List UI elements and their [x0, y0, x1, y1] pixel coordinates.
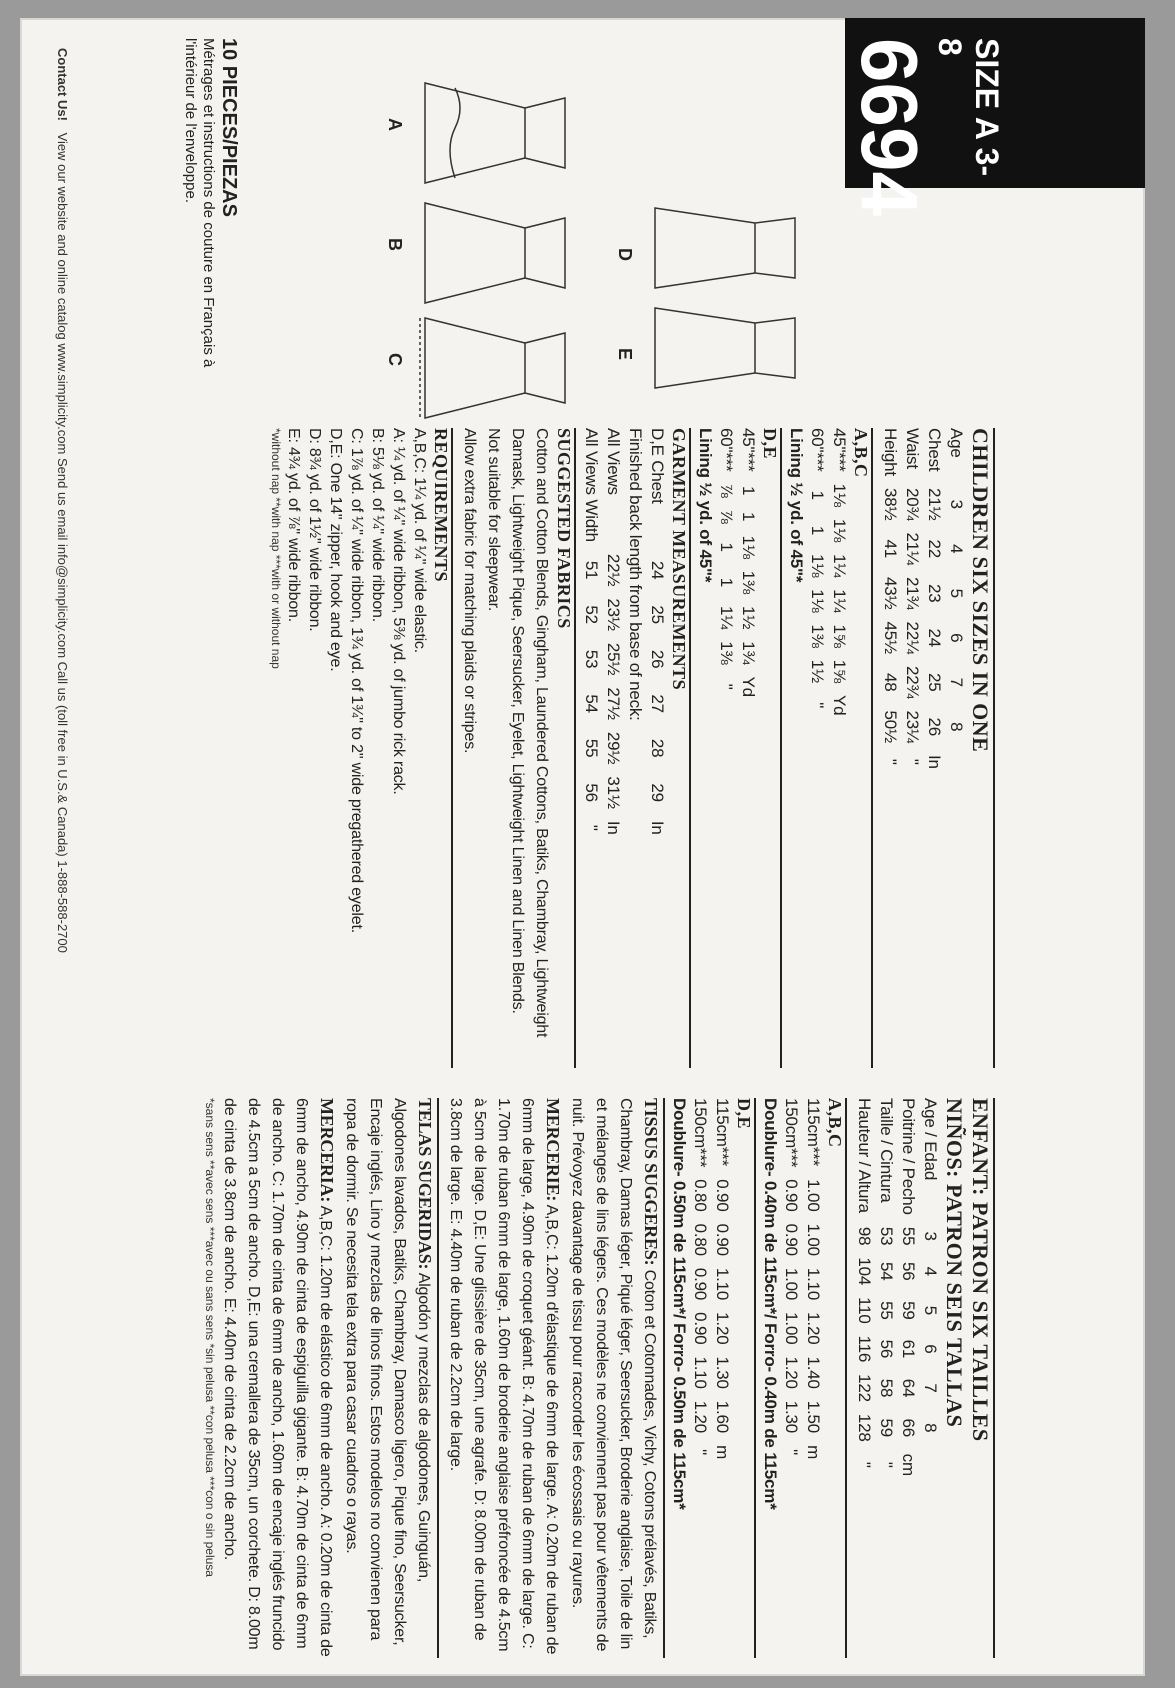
- cell: 1¼: [717, 606, 736, 630]
- sizes-row: [919, 1098, 941, 1482]
- cell: 59: [877, 1418, 896, 1438]
- cell: Poitrine / Pecho: [899, 1098, 918, 1215]
- cell: 58: [877, 1378, 896, 1398]
- cell: 1.00: [804, 1223, 823, 1256]
- list-item: D,E: One 14" zipper, hook and eye.: [327, 428, 344, 672]
- metric-de-yardage: [689, 1098, 733, 1465]
- cell: 31½: [604, 776, 623, 809]
- view-b-label: B: [385, 238, 405, 251]
- cell: 0.90: [782, 1223, 801, 1256]
- cell: Chest: [925, 428, 944, 472]
- cell: 22½: [604, 553, 623, 587]
- telas-paragraph: [339, 1098, 437, 1658]
- cell: Taille / Cintura: [877, 1098, 896, 1203]
- cell: 116: [855, 1335, 874, 1363]
- list-item: B: 5⅛ yd. of ¼" wide ribbon.: [369, 428, 386, 622]
- cell: 1: [739, 485, 758, 496]
- cell: ": [582, 824, 601, 831]
- cell: 0.80: [691, 1223, 710, 1256]
- cell: 22: [925, 539, 944, 558]
- cell: 1⅛: [830, 518, 849, 543]
- table-row: [624, 428, 646, 841]
- metric-abc-lining: Doublure- 0.40m de 115cm*/ Forro- 0.40m de 115cm*: [761, 1098, 780, 1510]
- cell: 26: [925, 717, 944, 736]
- cell: All Views Width: [582, 428, 601, 542]
- contact-text: View our website and online catalog www.simplicity.com Send us email info@simplicity.com Call us (toll free in U.S.& Canada) 1-888-588-2700: [55, 132, 70, 953]
- cell: 50½: [881, 710, 900, 743]
- cell: 43½: [881, 576, 900, 610]
- fabrics-note-plaids: Allow extra fabric for matching plaids or stripes.: [461, 428, 478, 754]
- cell: 7: [921, 1383, 940, 1393]
- cell: 53: [582, 649, 601, 669]
- cell: 1.30: [782, 1400, 801, 1434]
- fabrics-title: SUGGESTED FABRICS: [554, 428, 574, 629]
- cell: [919, 1448, 941, 1482]
- cell: 27: [648, 694, 667, 713]
- size-label: SIZE A 3-8: [932, 38, 1005, 177]
- cell: 25: [648, 605, 667, 624]
- garment-measurements: [580, 428, 668, 841]
- cell: All Views: [604, 428, 623, 495]
- cell: ": [903, 758, 922, 765]
- cell: 1⅛: [808, 589, 827, 613]
- table-row: [923, 428, 945, 775]
- cell: 5: [921, 1305, 940, 1315]
- cell: 1¼: [830, 554, 849, 578]
- cell: 48: [881, 672, 900, 692]
- french-title: ENFANT: PATRON SIX TAILLES: [967, 1098, 995, 1658]
- cell: 53: [877, 1226, 896, 1246]
- cell: 24: [648, 560, 667, 580]
- cell: 6: [947, 633, 966, 643]
- cell: 1¼: [830, 589, 849, 613]
- cell: 1.20: [713, 1312, 732, 1345]
- cell: 45"***: [830, 428, 849, 472]
- cell: 7: [947, 677, 966, 687]
- metric-de-lining: Doublure- 0.50m de 115cm*/ Forro- 0.50m de 115cm*: [670, 1098, 689, 1510]
- cell: 41: [881, 539, 900, 558]
- tissus-text: Coton et Cotonnades, Vichy, Cotons prélavés, Batiks, Chambray, Damas léger, Piqué léger, Seersucker, Broderie anglaise, Toile de lin et mélanges de lins légers. Ces modèles ne conviennent pas pour vêtements de nuit. Prévoyez davantage de tissu pour raccorder les écossais ou rayures.: [569, 1098, 658, 1652]
- cell: 1.00: [804, 1179, 823, 1212]
- fabrics-note-sleepwear: Not suitable for sleepwear.: [485, 428, 502, 612]
- cell: ": [855, 1461, 874, 1468]
- tissus-paragraph: [565, 1098, 663, 1658]
- cell: 20¾: [903, 487, 922, 521]
- cell: 56: [899, 1261, 918, 1281]
- requirements-list: [283, 428, 430, 1068]
- cell: 1¾: [739, 641, 758, 665]
- cell: 1.20: [804, 1312, 823, 1345]
- dress-b-skirt: [425, 203, 525, 303]
- cell: 54: [582, 694, 601, 713]
- dress-d-bodice: [755, 218, 795, 278]
- cell: 26: [648, 649, 667, 669]
- merceria-paragraph: [217, 1098, 339, 1658]
- table-row: [602, 428, 624, 841]
- list-item: D: 8¾ yd. of 1½" wide ribbon.: [306, 428, 323, 632]
- abc-lining: Lining ½ yd. of 45"*: [787, 428, 806, 583]
- cell: ": [877, 1461, 896, 1468]
- cell: 1.00: [782, 1312, 801, 1345]
- cell: [945, 749, 967, 775]
- cell: 1: [739, 511, 758, 522]
- abc-heading: A,B,C: [851, 428, 871, 478]
- metric-abc-heading: A,B,C: [825, 1098, 845, 1148]
- cell: 59: [899, 1301, 918, 1320]
- cell: 28: [648, 738, 667, 758]
- list-item: E: 4¾ yd. of ⅞" wide ribbon.: [285, 428, 302, 622]
- cell: 1⅛: [808, 554, 827, 578]
- telas-title: TELAS SUGERIDAS:: [415, 1098, 435, 1270]
- cell: Waist: [903, 428, 922, 469]
- english-body-measurements: [879, 428, 967, 775]
- cell: 22¼: [903, 621, 922, 654]
- metric-abc-yardage: [780, 1098, 824, 1465]
- sizes-row: [945, 428, 967, 775]
- cell: 150cm***: [691, 1098, 710, 1168]
- table-row: [901, 428, 923, 775]
- spanish-title: NIÑOS: PATRON SEIS TALLAS: [942, 1098, 967, 1428]
- cell: 1.30: [713, 1356, 732, 1389]
- dress-a-skirt: [425, 83, 525, 183]
- cell: 29: [648, 783, 667, 802]
- cell: 150cm***: [782, 1098, 801, 1168]
- table-row: [715, 428, 737, 703]
- cell: 1⅛: [739, 535, 758, 559]
- tissus-title: TISSUS SUGGERES:: [641, 1098, 661, 1266]
- cell: 1.10: [691, 1356, 710, 1389]
- view-a-label: A: [385, 118, 405, 131]
- cell: 51: [582, 560, 601, 580]
- cell: 1.40: [804, 1356, 823, 1389]
- table-row: [711, 1098, 733, 1465]
- english-footnote: *without nap **with nap ***with or without nap: [269, 428, 283, 669]
- cell: 4: [947, 544, 966, 554]
- list-item: C: 1⅞ yd. of ¼" wide ribbon, 1¾ yd. of 1¾" to 2" wide pregathered eyelet.: [348, 428, 365, 933]
- metric-de-heading: D,E: [734, 1098, 754, 1130]
- abc-yardage: [806, 428, 850, 721]
- cell: 128: [855, 1413, 874, 1442]
- list-item: A: ¼ yd. of ¼" wide ribbon, 5⅜ yd. of jumbo rick rack.: [390, 428, 407, 795]
- table-row: [828, 428, 850, 721]
- cell: 1.20: [691, 1400, 710, 1434]
- cell: 23: [925, 583, 944, 603]
- cell: 21¼: [903, 532, 922, 565]
- table-row: [875, 1098, 897, 1482]
- cell: Hauteur / Altura: [855, 1098, 874, 1213]
- view-c-label: C: [385, 353, 405, 366]
- cell: 115cm***: [804, 1098, 823, 1167]
- pattern-number-block: [845, 18, 1145, 216]
- french-spanish-section: [203, 1098, 995, 1658]
- cell: Height: [881, 428, 900, 476]
- dress-d-skirt: [655, 208, 755, 288]
- cell: 25½: [604, 642, 623, 676]
- cell: 1.50: [804, 1400, 823, 1434]
- table-row: [853, 1098, 875, 1482]
- fabrics-text: Cotton and Cotton Blends, Gingham, Laundered Cottons, Batiks, Chambray, Lightweight Damask, Lightweight Pique, Seersucker, Eyelet, Lightweight Linen and Linen Blends.: [509, 428, 550, 1038]
- cell: 98: [855, 1226, 874, 1246]
- pattern-number: 6694: [845, 38, 934, 216]
- cell: m: [713, 1445, 732, 1460]
- cell: 25: [925, 672, 944, 692]
- cell: 0.90: [713, 1179, 732, 1212]
- dress-a-bodice: [525, 98, 565, 168]
- cell: 60"***: [808, 428, 827, 472]
- cell: 8: [921, 1423, 940, 1433]
- cell: 1: [717, 542, 736, 552]
- contact-heading: Contact Us!: [55, 48, 70, 121]
- french-footnote: *sans sens **avec sens ***avec ou sans sens *sin pelusa **con pelusa ***con o sin pelusa: [203, 1098, 217, 1577]
- dress-illustrations-de: [615, 198, 815, 398]
- pattern-envelope-back: [20, 18, 1145, 1676]
- cell: 29½: [604, 731, 623, 765]
- cell: 55: [582, 738, 601, 758]
- cell: 56: [582, 783, 601, 802]
- cell: ": [782, 1449, 801, 1455]
- cell: 1.60: [713, 1400, 732, 1434]
- cell: 104: [855, 1257, 874, 1286]
- cell: 0.80: [691, 1179, 710, 1212]
- cell: ": [881, 758, 900, 765]
- garment-title: GARMENT MEASUREMENTS: [669, 428, 689, 691]
- cell: In: [648, 820, 667, 835]
- merceria-title: MERCERIA:: [317, 1098, 337, 1203]
- cell: In: [604, 820, 623, 835]
- cell: 23½: [604, 598, 623, 631]
- dress-c-skirt: [425, 318, 525, 418]
- table-row: [780, 1098, 802, 1465]
- cell: 0.90: [713, 1223, 732, 1256]
- cell: 24: [925, 628, 944, 647]
- cell: Age: [947, 428, 966, 458]
- cell: 0.90: [691, 1267, 710, 1301]
- cell: D,E Chest: [648, 428, 667, 504]
- cell: 64: [899, 1378, 918, 1398]
- metric-body-measurements: [853, 1098, 941, 1482]
- english-section: [269, 428, 995, 1068]
- table-row: [737, 428, 759, 703]
- cell: 52: [582, 605, 601, 624]
- view-d-label: D: [615, 248, 635, 261]
- cell: 3: [947, 499, 966, 509]
- cell: 3: [921, 1231, 940, 1241]
- de-yardage: [715, 428, 759, 703]
- cell: 66: [899, 1418, 918, 1438]
- rotated-content: [20, 18, 1145, 1676]
- cell: 1⅜: [717, 641, 736, 665]
- cell: 1⅛: [830, 483, 849, 507]
- de-heading: D,E: [760, 428, 780, 460]
- cell: 45½: [881, 621, 900, 654]
- left-panel: [20, 18, 1145, 418]
- cell: 8: [947, 722, 966, 732]
- pieces-note: Métrages et instructions de couture en Français à l'intérieur de l'enveloppe.: [182, 38, 217, 368]
- pieces-count: 10 PIECES/PIEZAS: [218, 38, 240, 217]
- cell: 1½: [739, 606, 758, 630]
- cell: 21¾: [903, 576, 922, 610]
- cell: Yd: [739, 676, 758, 697]
- dress-e-skirt: [655, 308, 755, 388]
- table-row: [897, 1098, 919, 1482]
- cell: 115cm***: [713, 1098, 732, 1167]
- cell: 1: [808, 490, 827, 500]
- cell: 22¾: [903, 665, 922, 699]
- cell: 4: [921, 1266, 940, 1276]
- de-lining: Lining ½ yd. of 45"*: [696, 428, 715, 583]
- cell: 1: [808, 525, 827, 536]
- cell: ⅞: [717, 483, 736, 498]
- cell: 110: [855, 1297, 874, 1324]
- dress-illustrations-abc: [245, 78, 585, 438]
- cell: 55: [899, 1226, 918, 1246]
- cell: 1⅝: [830, 659, 849, 683]
- cell: m: [804, 1445, 823, 1460]
- cell: 0.90: [782, 1179, 801, 1212]
- cell: 0.90: [691, 1312, 710, 1345]
- cell: 1.20: [782, 1356, 801, 1389]
- dress-c-bodice: [525, 333, 565, 403]
- table-row: [802, 1098, 824, 1465]
- cell: 1⅜: [808, 624, 827, 648]
- cell: 54: [877, 1261, 896, 1281]
- cell: 23¼: [903, 710, 922, 743]
- table-row: [806, 428, 828, 721]
- merceria-text: A,B,C: 1.20m de elástico de 6mm de ancho. A: 0.20m de cinta de 6mm de ancho, 4.90m de cinta de espiguilla gigante. B: 4.70m de cinta de 6mm de ancho. C: 1.70m de cinta de 6mm de ancho, 1.60m de encaje inglés fruncido de 4.5cm a 5cm de ancho. D,E: una cremallera de 35cm, un corchete. D: 8.00m de cinta de 3.8cm de ancho. E: 4.40m de cinta de 2.2cm de ancho.: [221, 1098, 334, 1657]
- telas-text: Algodón y mezclas de algodones, Guinguán, Algodones lavados, Batiks, Chambray, Damasco ligero, Pique fino, Seersucker, Encaje inglés, Lino y mezclas de linos finos. Estos modelos no convienen para ropa de dormir. Se necesita tela extra para casar cuadros o rayas.: [343, 1098, 432, 1646]
- cell: ⅞: [717, 509, 736, 524]
- cell: 61: [899, 1339, 918, 1359]
- cell: 6: [921, 1344, 940, 1354]
- cell: 1.10: [713, 1267, 732, 1301]
- cell: 1.00: [782, 1267, 801, 1301]
- cell: In: [925, 754, 944, 769]
- cell: 21½: [925, 487, 944, 521]
- cell: 1: [717, 577, 736, 588]
- cell: 38½: [881, 487, 900, 521]
- cell: ": [717, 683, 736, 690]
- cell: ": [808, 702, 827, 709]
- cell: Yd: [830, 695, 849, 716]
- cell: 56: [877, 1339, 896, 1359]
- table-row: [879, 428, 901, 775]
- cell: 1½: [808, 659, 827, 683]
- cell: ": [691, 1449, 710, 1455]
- requirements-title: REQUIREMENTS: [431, 428, 451, 583]
- table-row: [580, 428, 602, 841]
- mercerie-paragraph: [443, 1098, 565, 1658]
- list-item: A,B,C: 1¼ yd. of ¼" wide elastic.: [411, 428, 428, 653]
- cell: 1.10: [804, 1267, 823, 1301]
- cell: 45"***: [739, 428, 758, 472]
- table-row: [689, 1098, 711, 1465]
- dress-b-bodice: [525, 218, 565, 288]
- dress-e-bodice: [755, 318, 795, 378]
- pieces-info: [181, 38, 240, 398]
- english-title: CHILDREN SIX SIZES IN ONE: [967, 428, 995, 1068]
- dress-a-rickrack: [450, 88, 460, 178]
- mercerie-title: MERCERIE:: [543, 1098, 563, 1202]
- cell: cm: [899, 1453, 918, 1476]
- cell: 122: [855, 1374, 874, 1402]
- table-row: [646, 428, 668, 841]
- cell: 60"***: [717, 428, 736, 472]
- cell: 5: [947, 588, 966, 598]
- cell: 27½: [604, 687, 623, 720]
- cell: Finished back length from base of neck:: [626, 428, 645, 721]
- mercerie-text: A,B,C: 1.20m d'élastique de 6mm de large. A: 0.20m de ruban de 6mm de large, 4.90m de croquet géant. B: 4.70m de ruban de 6mm de large. C: 1.70m de ruban 6mm de large, 1.60m de broderie anglaise préfroncée de 4.5cm à 5cm de large. D,E: Une glissière de 35cm, une agrafe. D: 8.00m de ruban de 3.8cm de large. E: 4.40m de ruban de 2.2cm de large.: [447, 1098, 560, 1655]
- cell: 55: [877, 1301, 896, 1320]
- cell: 1⅜: [739, 570, 758, 595]
- view-e-label: E: [615, 348, 635, 361]
- cell: Age / Edad: [921, 1098, 940, 1181]
- cell: 1⅝: [830, 624, 849, 648]
